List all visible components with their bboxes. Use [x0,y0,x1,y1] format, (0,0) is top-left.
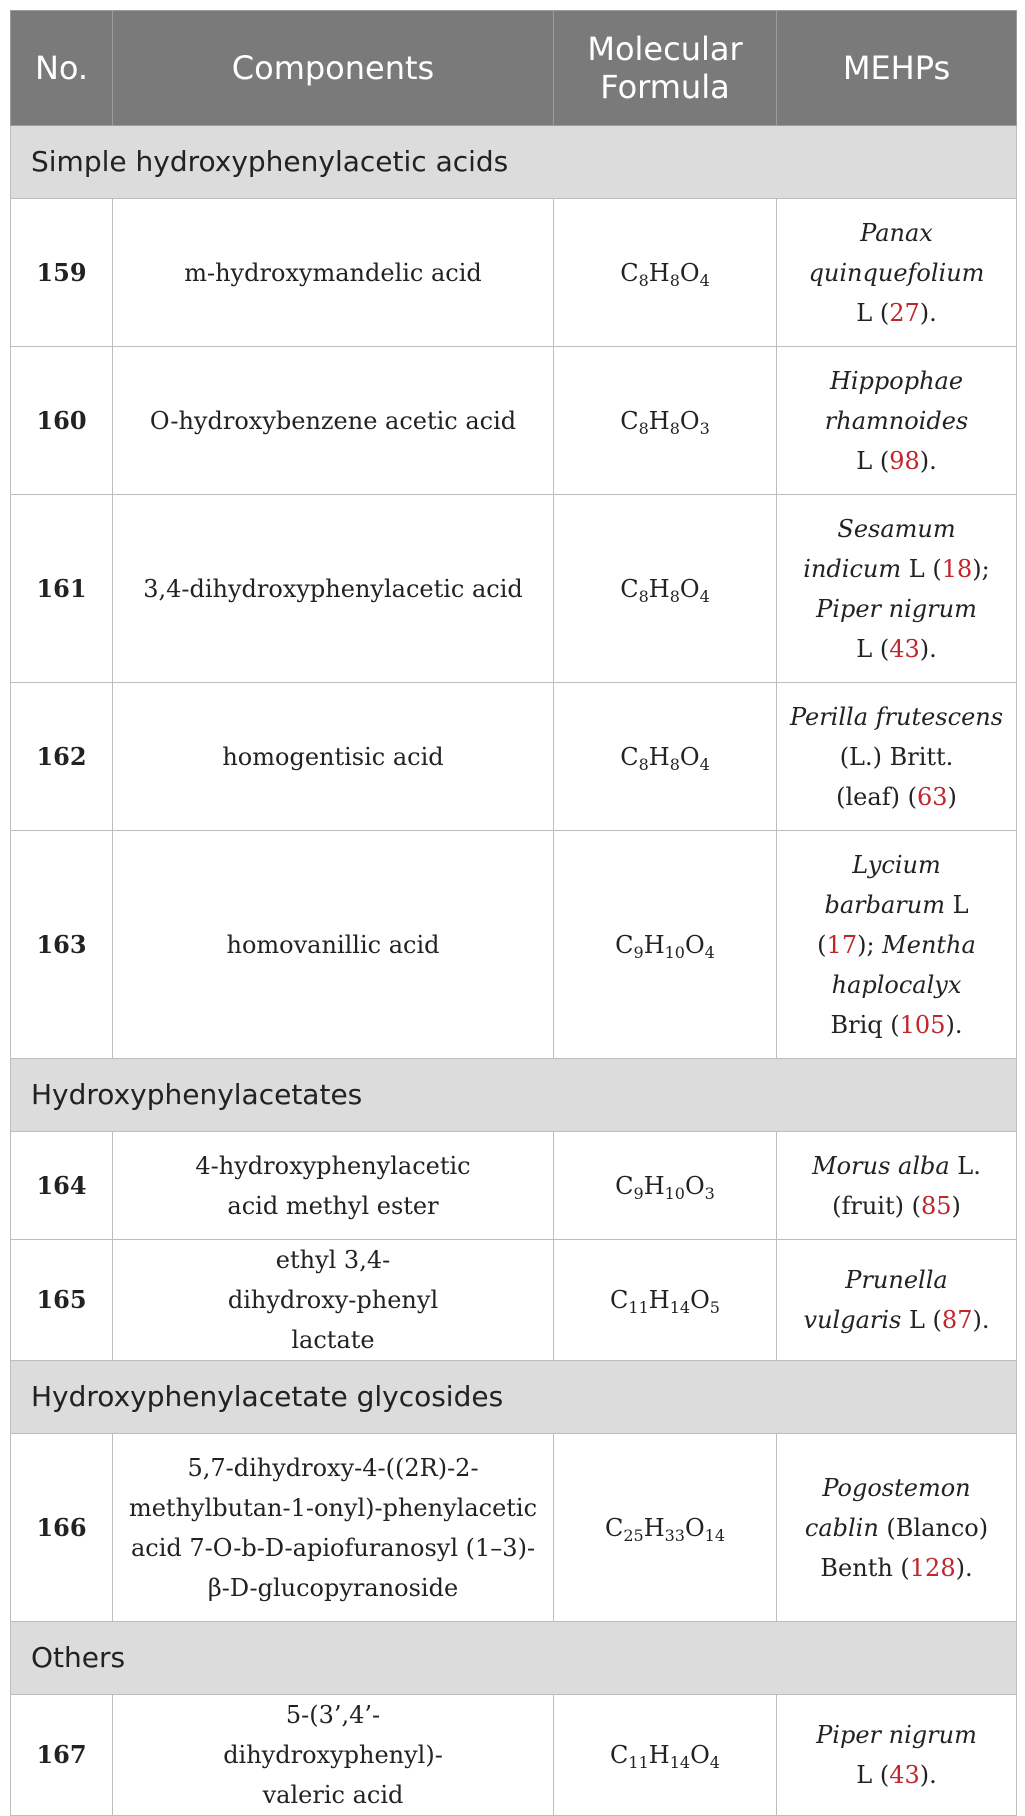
species-name: cablin [804,1513,879,1542]
formula-element: C [620,406,639,435]
compound-name: homovanillic acid [113,831,554,1059]
formula-element: C [615,930,634,959]
source-text: ); [857,930,883,959]
formula-text [620,742,710,774]
formula-text [610,1741,720,1772]
source-text: ). [945,1010,963,1039]
section-title: Others [11,1622,1017,1695]
mehp-source [777,495,1017,683]
formula-subscript: 4 [709,1753,720,1772]
molecular-formula [554,347,777,495]
species-name: haplocalyx [831,970,962,999]
mehp-source [777,1434,1017,1622]
source-text: ). [955,1553,973,1582]
formula-text [604,1513,726,1545]
section-row [11,126,1017,199]
source-text: L ( [856,446,890,475]
formula-subscript: 14 [669,1753,691,1772]
mehp-source [777,1240,1017,1361]
formula-element: H [648,406,670,435]
formula-element: H [648,742,670,771]
source-text: L. [949,1151,981,1180]
compounds-table [10,10,1017,1816]
formula-subscript: 4 [699,754,710,774]
compound-number: 164 [11,1132,113,1240]
formula-subscript: 14 [704,1525,726,1545]
formula-element: C [620,742,639,771]
species-name: Mentha [882,930,976,959]
source-text: ). [919,298,937,327]
species-name: indicum [803,554,902,583]
source-text: ). [919,634,937,663]
section-row [11,1059,1017,1132]
formula-element: O [679,574,700,603]
formula-element: C [604,1513,624,1542]
formula-element: H [648,1741,670,1769]
species-name: Piper nigrum [816,1721,977,1749]
section-row [11,1361,1017,1434]
species-name: Sesamum [837,514,956,543]
formula-subscript: 3 [699,418,710,438]
species-name: vulgaris [803,1306,902,1334]
table-row [11,683,1017,831]
formula-element: H [648,574,670,603]
compound-number: 166 [11,1434,113,1622]
formula-subscript: 8 [669,586,680,606]
species-name: Hippophae [829,366,964,395]
header-components: Components [113,11,554,126]
formula-subscript: 9 [633,942,644,962]
source-text: ). [919,446,937,475]
table-row [11,1695,1017,1816]
formula-subscript: 10 [664,1183,685,1203]
formula-text [615,1171,715,1203]
section-title: Simple hydroxyphenylacetic acids [11,126,1017,199]
compound-name: m-hydroxymandelic acid [113,199,554,347]
formula-subscript: 10 [664,942,685,962]
formula-subscript: 8 [638,270,649,290]
formula-element: O [684,1171,705,1200]
molecular-formula [554,1434,777,1622]
formula-element: O [684,930,705,959]
formula-subscript: 8 [638,418,649,438]
molecular-formula [554,1240,777,1361]
molecular-formula [554,683,777,831]
species-name: Morus alba [812,1151,950,1180]
formula-element: H [648,258,670,287]
molecular-formula [554,495,777,683]
mehp-source [777,1695,1017,1816]
formula-element: C [620,574,639,603]
section-title: Hydroxyphenylacetates [11,1059,1017,1132]
table-row [11,1434,1017,1622]
formula-element: C [615,1171,634,1200]
formula-text [620,574,710,606]
reference-link[interactable]: 43 [889,1761,920,1789]
source-text: L ( [856,634,890,663]
compound-number: 162 [11,683,113,831]
compound-number: 159 [11,199,113,347]
formula-subscript: 33 [664,1525,685,1545]
table-row [11,1132,1017,1240]
mehp-source [777,1132,1017,1240]
source-text: ). [972,1306,990,1334]
source-text: (fruit) ( [832,1191,921,1220]
compound-name: 5-(3’,4’-dihydroxyphenyl)-valeric acid [113,1695,554,1816]
table-row [11,831,1017,1059]
formula-element: O [684,1513,705,1542]
formula-subscript: 4 [699,270,710,290]
species-name: quinquefolium [808,258,985,287]
species-name: Panax [860,218,933,247]
formula-element: O [679,742,700,771]
source-text: ) [951,1191,961,1220]
species-name: Pogostemon [822,1473,971,1502]
molecular-formula [554,831,777,1059]
section-title: Hydroxyphenylacetate glycosides [11,1361,1017,1434]
formula-element: C [620,258,639,287]
compound-number: 163 [11,831,113,1059]
formula-element: C [610,1286,629,1314]
source-text: (Blanco) [878,1513,989,1542]
source-text: ); [972,554,990,583]
formula-subscript: 5 [709,1298,720,1317]
header-molecular-formula: Molecular Formula [554,11,777,126]
formula-element: O [679,258,700,287]
compound-number: 165 [11,1240,113,1361]
molecular-formula [554,199,777,347]
formula-subscript: 4 [699,586,710,606]
reference-link[interactable]: 87 [941,1306,973,1334]
formula-subscript: 9 [633,1183,644,1203]
source-text: (L.) Britt. [839,742,954,771]
compound-number: 167 [11,1695,113,1816]
formula-element: O [690,1286,710,1314]
formula-element: H [648,1286,670,1314]
compound-name: 5,7-dihydroxy-4-((2R)-2-methylbutan-1-onyl)-phenylacetic acid 7-O-b-D-apiofuranosyl (1–3)-β-D-glucopyranoside [113,1434,554,1622]
compound-name: 3,4-dihydroxyphenylacetic acid [113,495,554,683]
compound-name: O-hydroxybenzene acetic acid [113,347,554,495]
header-row [11,11,1017,126]
formula-subscript: 8 [638,586,649,606]
species-name: barbarum [824,890,945,919]
molecular-formula [554,1132,777,1240]
formula-text [620,258,710,290]
formula-element: H [643,1171,665,1200]
formula-element: H [643,1513,665,1542]
source-text: Benth ( [820,1553,910,1582]
formula-subscript: 3 [704,1183,715,1203]
formula-subscript: 14 [669,1298,691,1317]
compound-number: 160 [11,347,113,495]
source-text: L [944,890,969,919]
reference-link[interactable]: 17 [826,930,858,959]
compound-number: 161 [11,495,113,683]
mehp-source [777,347,1017,495]
molecular-formula [554,1695,777,1816]
compound-name: ethyl 3,4-dihydroxy-phenyl lactate [113,1240,554,1361]
formula-subscript: 11 [628,1753,649,1772]
reference-link[interactable]: 98 [889,446,920,475]
reference-link[interactable]: 43 [889,634,920,663]
table-body [11,126,1017,1816]
formula-subscript: 4 [704,942,715,962]
reference-link[interactable]: 27 [889,298,920,327]
source-text: L ( [856,1761,890,1789]
section-row [11,1622,1017,1695]
formula-element: H [643,930,665,959]
formula-text [615,930,715,962]
formula-subscript: 8 [638,754,649,774]
compound-name: homogentisic acid [113,683,554,831]
reference-link[interactable]: 85 [920,1191,952,1220]
formula-element: O [690,1741,710,1769]
formula-element: C [610,1741,629,1769]
header-number: No. [11,11,113,126]
source-text: L ( [856,298,890,327]
formula-element: O [679,406,700,435]
source-text: ( [817,930,827,959]
formula-subscript: 8 [669,754,680,774]
table-header [11,11,1017,126]
mehp-source [777,199,1017,347]
reference-link[interactable]: 128 [909,1553,956,1582]
reference-link[interactable]: 18 [941,554,973,583]
compound-name: 4-hydroxyphenylacetic acid methyl ester [113,1132,554,1240]
source-text: ) [947,782,957,811]
formula-subscript: 8 [669,270,680,290]
species-name: rhamnoides [824,406,969,435]
formula-subscript: 25 [623,1525,644,1545]
source-text: L ( [901,554,942,583]
mehp-source [777,831,1017,1059]
species-name: Lycium [852,850,941,879]
table-row [11,1240,1017,1361]
table-row [11,495,1017,683]
formula-subscript: 8 [669,418,680,438]
mehp-source [777,683,1017,831]
source-text: ). [919,1761,937,1789]
reference-link[interactable]: 105 [899,1010,946,1039]
species-name: Prunella [845,1266,948,1294]
source-text: (leaf) ( [836,782,917,811]
species-name: Piper nigrum [816,594,977,623]
source-text: Briq ( [830,1010,900,1039]
formula-text [610,1286,720,1317]
header-mehps: MEHPs [777,11,1017,126]
formula-text [620,406,710,438]
reference-link[interactable]: 63 [916,782,948,811]
table-row [11,347,1017,495]
species-name: Perilla frutescens [789,702,1004,731]
table-row [11,199,1017,347]
formula-subscript: 11 [628,1298,649,1317]
source-text: L ( [901,1306,942,1334]
